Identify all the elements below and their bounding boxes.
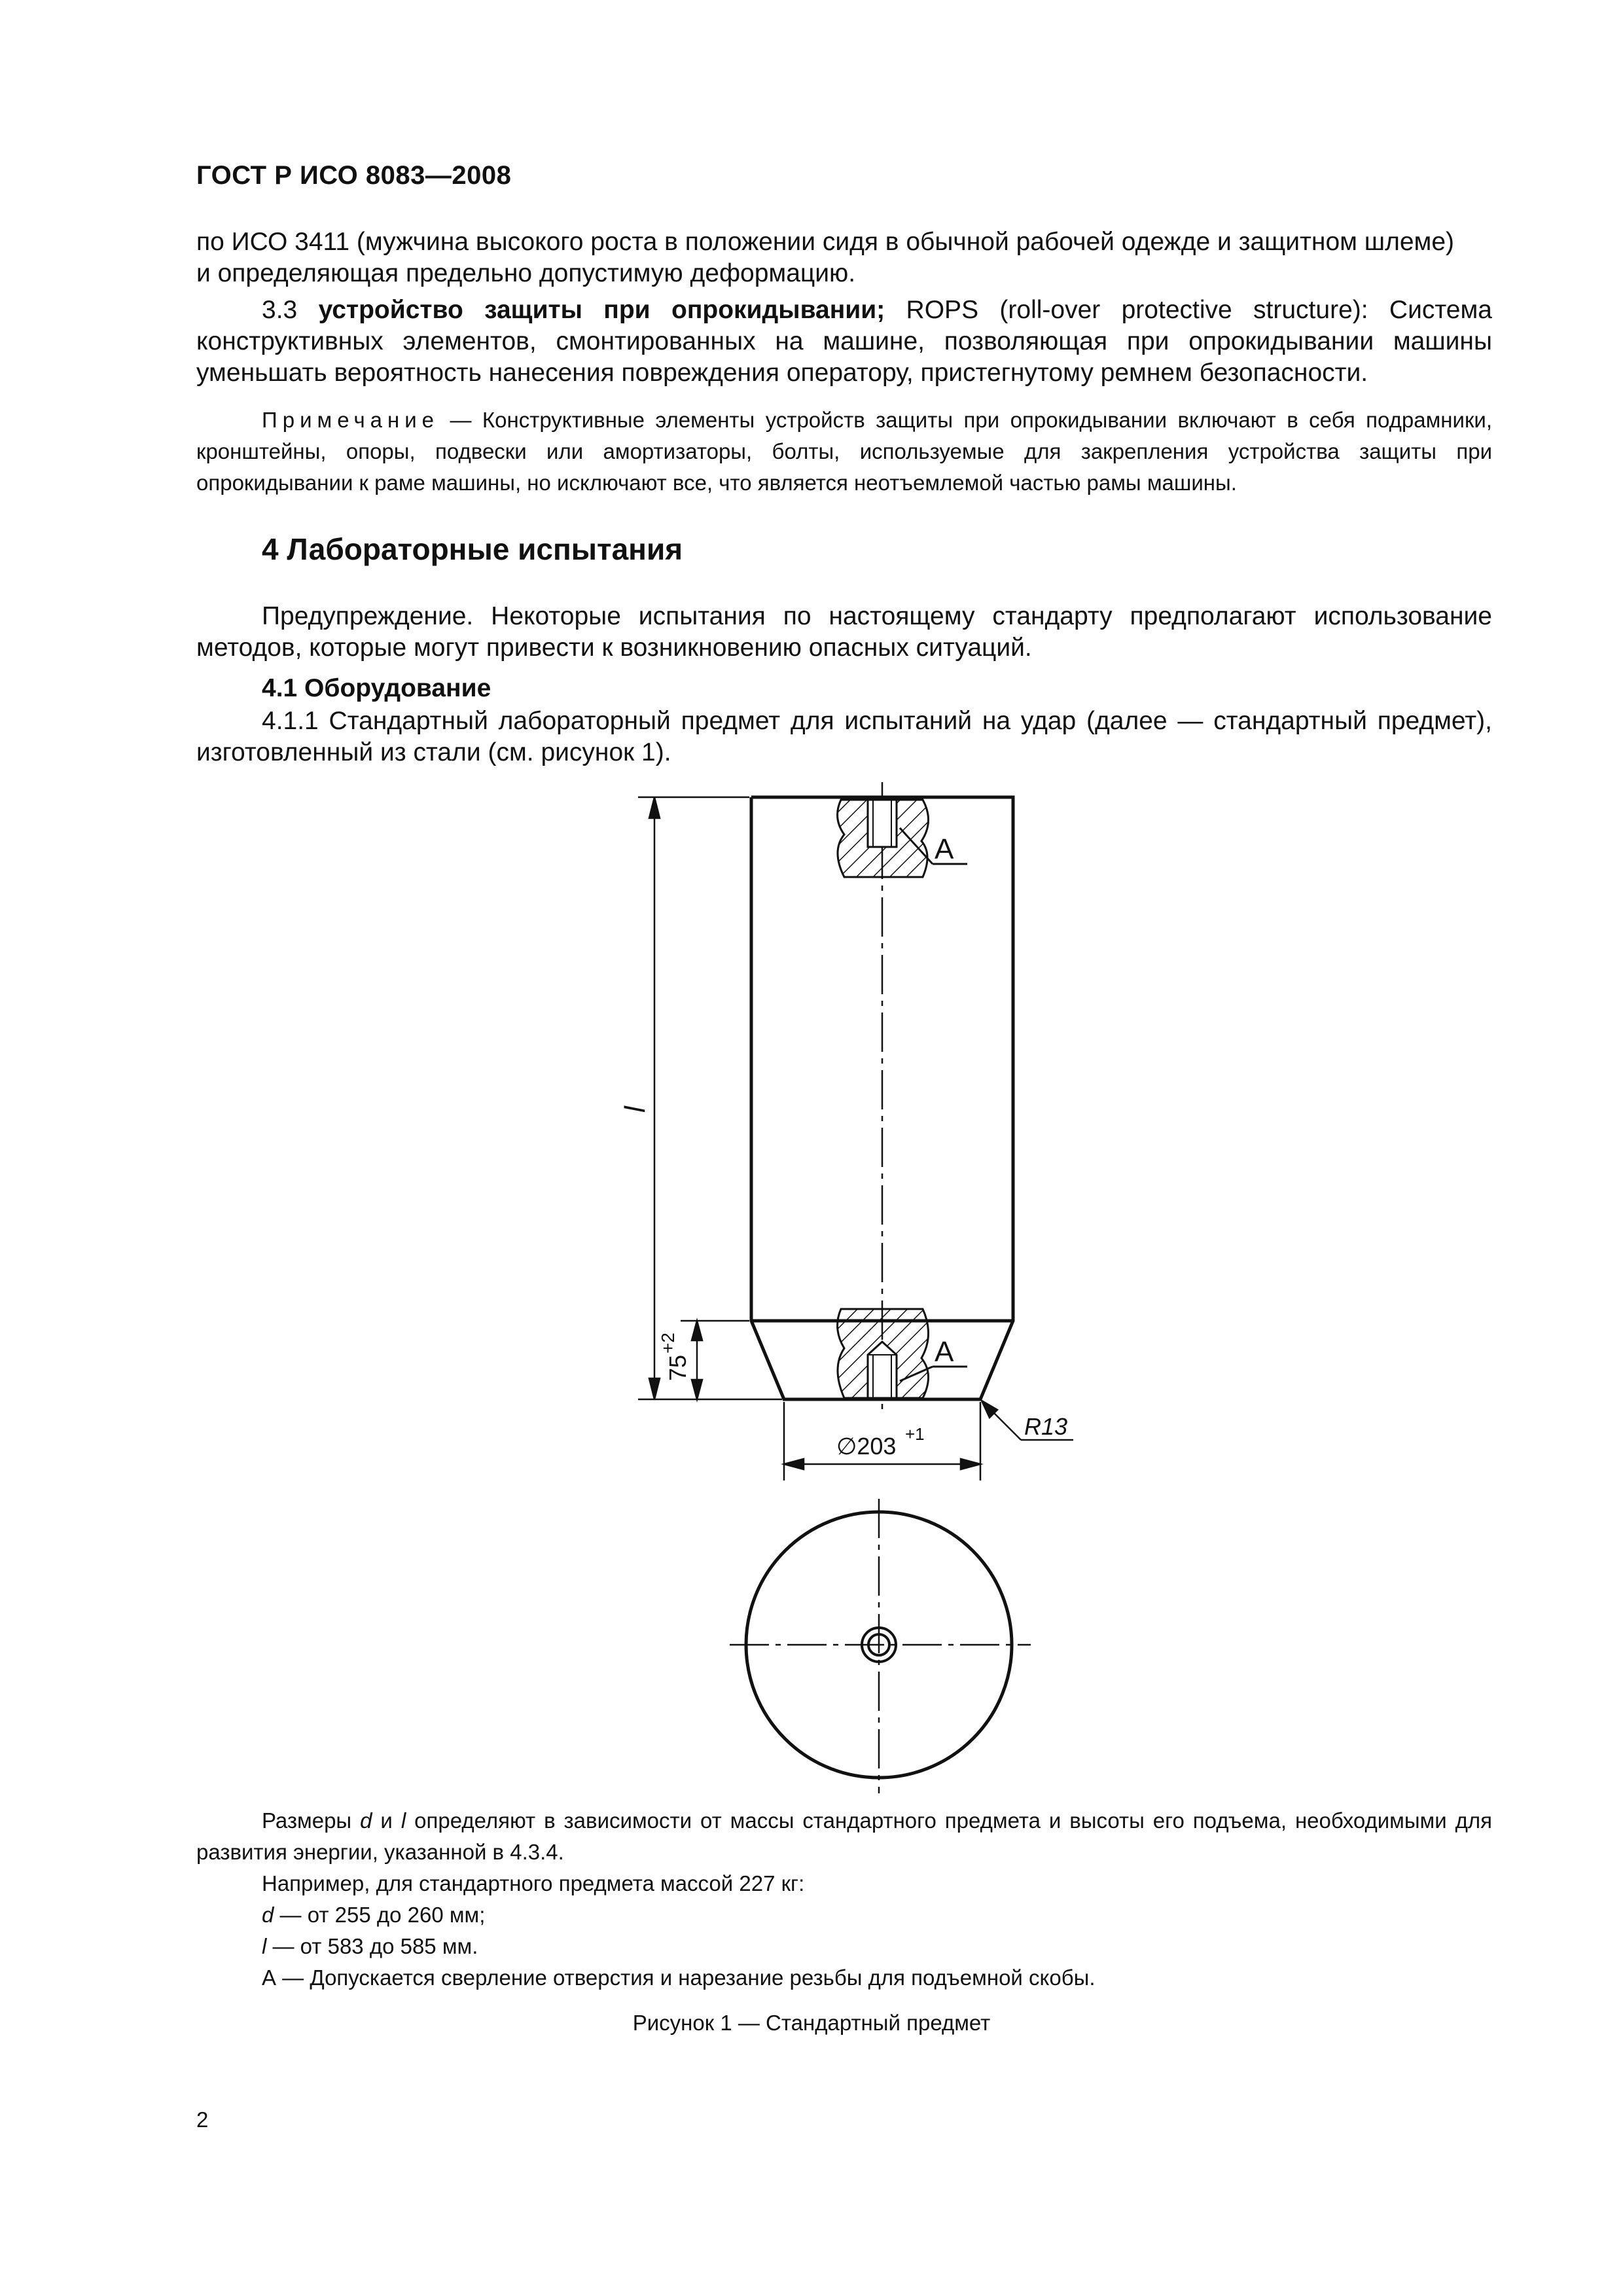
definition-number: 3.3: [262, 296, 298, 324]
legend-symbol-d: d: [360, 1808, 372, 1833]
dimension-l: [638, 797, 782, 1399]
subsection-heading: 4.1 Оборудование: [262, 674, 491, 702]
legend-l-symbol: l: [262, 1934, 267, 1958]
definition-term: устройство защиты при опрокидывании;: [318, 296, 885, 324]
figure-caption: Рисунок 1 — Стандартный предмет: [632, 2011, 991, 2035]
paragraph-line: по ИСО 3411 (мужчина высокого роста в положении сидя в обычной рабочей одежде и защитном шлеме): [196, 228, 1455, 256]
dimension-radius-label: R13: [1024, 1413, 1068, 1440]
dimension-diameter-label: ∅203: [836, 1433, 897, 1460]
dimension-75-tolerance: +2: [658, 1333, 678, 1354]
legend-d-symbol: d: [262, 1903, 274, 1927]
legend-sizes-rest: определяют в зависимости от массы стандартного предмета и высоты его подъема, необходимыми для развития энергии, указанной в 4.3.4.: [196, 1808, 1493, 1864]
legend-sizes-and: и: [372, 1808, 401, 1833]
document-header: ГОСТ Р ИСО 8083—2008: [196, 161, 512, 190]
figure-legend: [196, 1805, 1492, 1994]
label-a-top: A: [935, 833, 954, 865]
legend-example: Например, для стандартного предмета массой 227 кг:: [262, 1871, 805, 1895]
section-heading: 4 Лабораторные испытания: [262, 532, 683, 566]
page-number: 2: [196, 2108, 209, 2132]
legend-l-value: — от 583 до 585 мм.: [266, 1934, 478, 1958]
label-a-bottom: A: [935, 1336, 954, 1368]
paragraph-4-1-1: 4.1.1 Стандартный лабораторный предмет для испытаний на удар (далее — стандартный предмет), изготовленный из стали (см. рисунок 1).: [196, 707, 1492, 766]
warning-paragraph: Предупреждение. Некоторые испытания по настоящему стандарту предполагают использование методов, которые могут привести к возникновению опасных ситуаций.: [196, 602, 1492, 662]
definition-text: ROPS (roll-over protective structure): Система конструктивных элементов, смонтированных на машине, позволяющая при опрокидывании машины уменьшать вероятность нанесения повреждения оператору, пристегнутому ремнем безопасности.: [196, 296, 1492, 387]
paragraph-line: и определяющая предельно допустимую деформацию.: [196, 259, 856, 287]
dimension-75-label-group: [658, 1333, 691, 1381]
note-text: — Конструктивные элементы устройств защиты при опрокидывании включают в себя подрамники, кронштейны, опоры, подвески или амортизаторы, болты, используемые для закрепления устройства защиты при опрокидывании к раме машины, но исключают все, что является неотъемлемой частью рамы машины.: [196, 408, 1492, 495]
legend-sizes-prefix: Размеры: [262, 1808, 361, 1833]
dimension-75-label: 75: [664, 1354, 691, 1381]
legend-d: [196, 1899, 1492, 1931]
legend-symbol-l: l: [401, 1808, 406, 1833]
legend-sizes: [196, 1805, 1492, 1868]
legend-d-value: — от 255 до 260 мм;: [274, 1903, 486, 1927]
legend-l: [196, 1931, 1492, 1962]
plan-view: [730, 1499, 1031, 1793]
dimension-diameter-tolerance: +1: [905, 1424, 925, 1444]
dimension-l-label: l: [619, 1106, 651, 1113]
legend-a-note: А — Допускается сверление отверстия и нарезание резьбы для подъемной скобы.: [262, 1965, 1096, 1990]
note-label: Примечание: [262, 408, 440, 432]
